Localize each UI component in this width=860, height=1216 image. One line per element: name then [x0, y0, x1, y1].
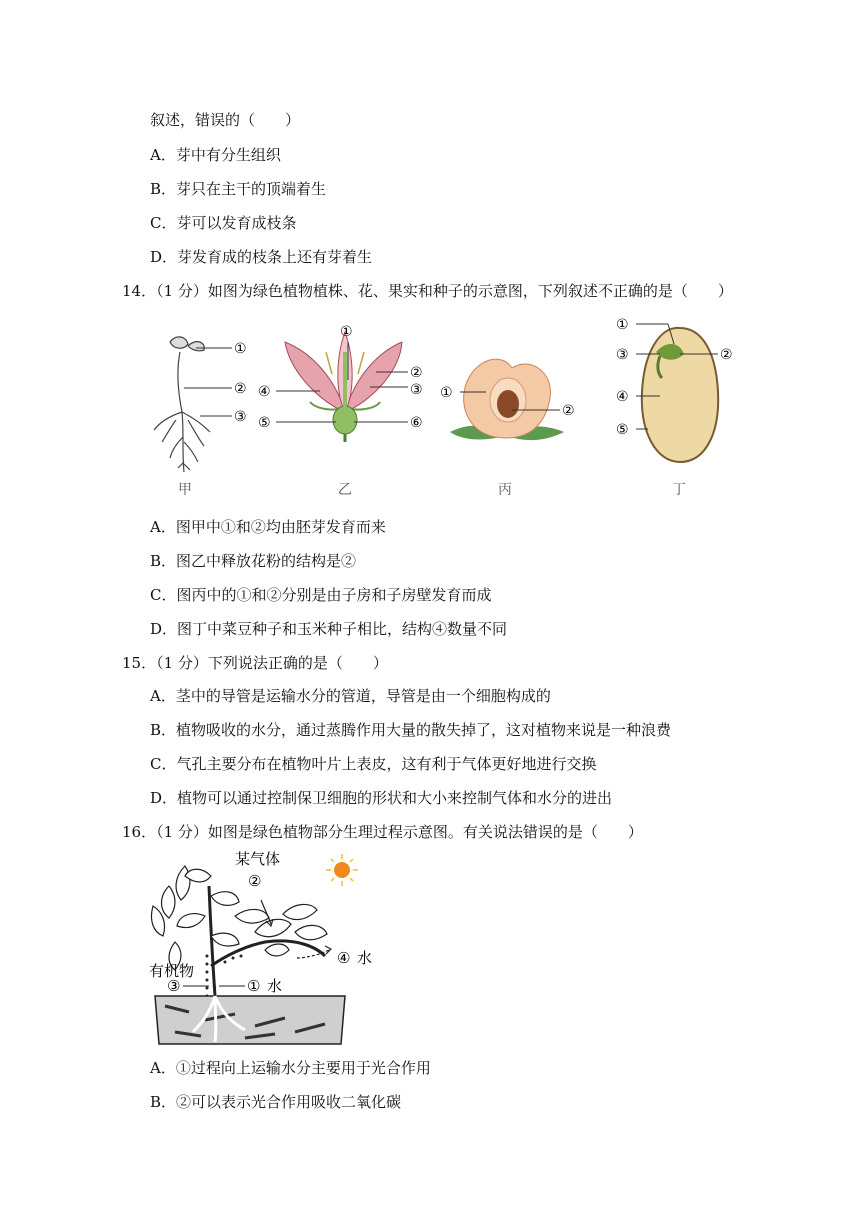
ding-label-3: ③: [616, 347, 629, 363]
caption-yi: 乙: [338, 482, 352, 498]
label-gas-num: ②: [248, 872, 262, 890]
q16-figure: [145, 846, 385, 1050]
seed-ding-drawing: [642, 328, 718, 462]
q16-figure-svg: [145, 846, 385, 1050]
q15-option-d: D．植物可以通过控制保卫细胞的形状和大小来控制气体和水分的进出: [150, 789, 613, 807]
q13-option-c: C．芽可以发育成枝条: [150, 214, 297, 232]
q14-option-d: D．图丁中菜豆种子和玉米种子相比，结构④数量不同: [150, 620, 508, 638]
q14-figure-svg: [140, 312, 740, 502]
label-gas: 某气体: [235, 850, 281, 868]
yi-label-2: ②: [410, 365, 423, 381]
caption-ding: 丁: [672, 482, 686, 498]
label-water-out-num: ④: [337, 949, 351, 967]
yi-label-3: ③: [410, 382, 423, 398]
yi-label-4: ④: [258, 384, 271, 400]
q16-option-a: A．①过程向上运输水分主要用于光合作用: [150, 1059, 431, 1077]
label-organic-num: ③: [167, 977, 181, 995]
sun-icon: [326, 854, 358, 886]
yi-label-6: ⑥: [410, 415, 423, 431]
plant-jia-drawing: [154, 337, 210, 472]
yi-label-1: ①: [340, 324, 353, 340]
q14-figure: [140, 312, 740, 502]
q14-option-b: B．图乙中释放花粉的结构是②: [150, 552, 357, 570]
q13-option-a: A．芽中有分生组织: [150, 146, 281, 164]
caption-jia: 甲: [178, 482, 192, 498]
q15-stem: 15．（1 分）下列说法正确的是（ ）: [122, 654, 388, 672]
q13-option-b: B．芽只在主干的顶端着生: [150, 180, 327, 198]
label-water-in-num: ①: [247, 977, 261, 995]
q14-option-a: A．图甲中①和②均由胚芽发育而来: [150, 518, 386, 536]
yi-label-5: ⑤: [258, 415, 271, 431]
q15-option-c: C．气孔主要分布在植物叶片上表皮，这有利于气体更好地进行交换: [150, 755, 597, 773]
q16-stem: 16．（1 分）如图是绿色植物部分生理过程示意图。有关说法错误的是（ ）: [122, 823, 643, 841]
jia-label-3: ③: [234, 409, 247, 425]
label-organic: 有机物: [149, 962, 195, 980]
q13-stem-tail: 叙述，错误的（ ）: [150, 111, 301, 129]
bing-label-1: ①: [440, 385, 453, 401]
q14-option-c: C．图丙中的①和②分别是由子房和子房壁发育而成: [150, 586, 492, 604]
bing-label-2: ②: [562, 403, 575, 419]
phloem-dots: [206, 955, 243, 998]
ding-label-4: ④: [616, 389, 629, 405]
q13-option-d: D．芽发育成的枝条上还有芽着生: [150, 248, 373, 266]
jia-label-1: ①: [234, 341, 247, 357]
fruit-bing-drawing: [450, 359, 564, 440]
caption-bing: 丙: [498, 482, 512, 498]
q16-option-b: B．②可以表示光合作用吸收二氧化碳: [150, 1093, 402, 1111]
q14-stem: 14．（1 分）如图为绿色植物植株、花、果实和种子的示意图，下列叙述不正确的是（ ）: [122, 282, 733, 300]
jia-label-2: ②: [234, 381, 247, 397]
ding-label-5: ⑤: [616, 422, 629, 438]
label-water-in: 水: [267, 977, 283, 995]
soil-drawing: [155, 996, 345, 1044]
ding-label-2: ②: [720, 347, 733, 363]
ding-label-1: ①: [616, 317, 629, 333]
q15-option-b: B．植物吸收的水分，通过蒸腾作用大量的散失掉了，这对植物来说是一种浪费: [150, 721, 672, 739]
q15-option-a: A．茎中的导管是运输水分的管道，导管是由一个细胞构成的: [150, 687, 551, 705]
label-water-out: 水: [357, 949, 373, 967]
